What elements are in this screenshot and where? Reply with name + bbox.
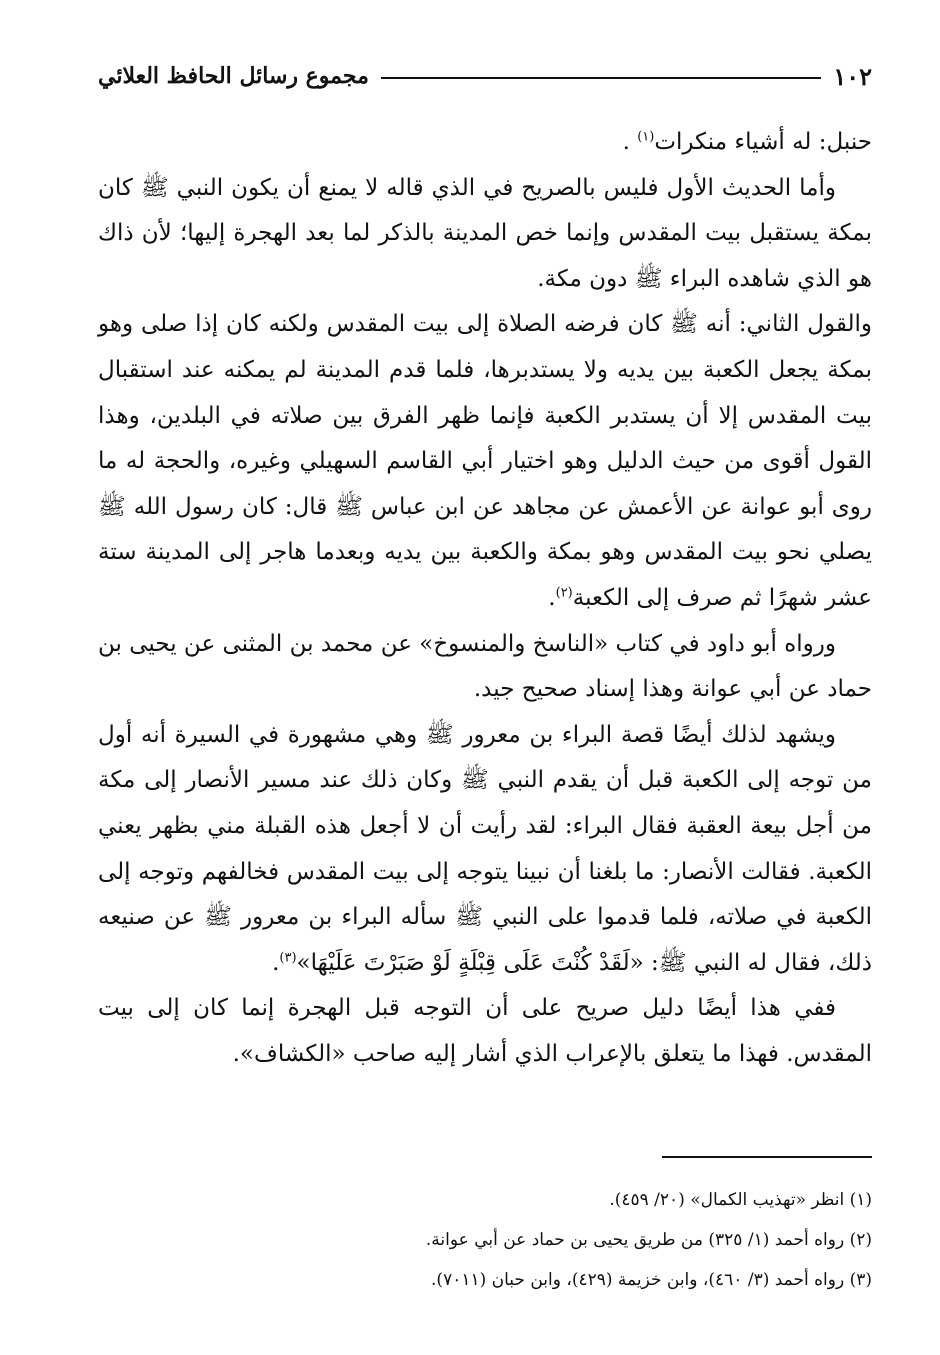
paragraph-2: وأما الحديث الأول فليس بالصريح في الذي قاله لا يمنع أن يكون النبي ﷺ كان بمكة يستقبل بيت المقدس وإنما خص المدينة بالذكر لما بعد الهجرة إليها؛ لأن ذاك هو الذي شاهده البراء ﷺ دون مكة. xyxy=(98,174,872,292)
footnote-2: (٢) رواه أحمد (١/ ٣٢٥) من طريق يحيى بن حماد عن أبي عوانة. xyxy=(425,1230,872,1250)
footnote-ref-1: (١) xyxy=(637,129,655,145)
paragraph-3: والقول الثاني: أنه ﷺ كان فرضه الصلاة إلى بيت المقدس ولكنه كان إذا صلى وهو بمكة يجعل الكعبة بين يديه ولا يستدبرها، فلما قدم المدينة لم يمكنه عند استقبال بيت المقدس إلا أن يستدبر الكعبة فإنما ظهر الفرق بين صلاته في البلدين، وهذا القول أقوى من حيث الدليل وهو اختيار أبي القاسم السهيلي وغيره، والحجة له ما روى أبو عوانة عن الأعمش عن مجاهد عن ابن عباس ﷺ قال: كان رسول الله ﷺ يصلي نحو بيت المقدس وهو بمكة والكعبة بين يديه وبعدما هاجر إلى المدينة ستة عشر شهرًا ثم صرف إلى الكعبة$^{(٢)}$. xyxy=(98,311,872,611)
header-rule xyxy=(381,77,821,79)
footnote-ref-2: (٢) xyxy=(555,585,573,601)
paragraph-4: ورواه أبو داود في كتاب «الناسخ والمنسوخ» عن محمد بن المثنى عن يحيى بن حماد عن أبي عوانة وهذا إسناد صحيح جيد. xyxy=(98,630,872,703)
paragraph-1: حنبل: له أشياء منكرات$^{(١)}$ . xyxy=(622,129,872,155)
footnote-3: (٣) رواه أحمد (٣/ ٤٦٠)، وابن خزيمة (٤٢٩)، وابن حبان (٧٠١١). xyxy=(431,1270,872,1290)
main-text xyxy=(98,120,872,1077)
footnotes xyxy=(98,1180,872,1300)
paragraph-6: ففي هذا أيضًا دليل صريح على أن التوجه قبل الهجرة إنما كان إلى بيت المقدس. فهذا ما يتعلق بالإعراب الذي أشار إليه صاحب «الكشاف». xyxy=(98,995,872,1067)
paragraph-5: ويشهد لذلك أيضًا قصة البراء بن معرور ﷺ وهي مشهورة في السيرة أنه أول من توجه إلى الكعبة قبل أن يقدم النبي ﷺ وكان ذلك عند مسير الأنصار إلى مكة من أجل بيعة العقبة فقال البراء: لقد رأيت أن لا أجعل هذه القبلة مني بظهر يعني الكعبة. فقالت الأنصار: ما بلغنا أن نبينا يتوجه إلى بيت المقدس فخالفهم وتوجه إلى الكعبة في صلاته، فلما قدموا على النبي ﷺ سأله البراء بن معرور ﷺ عن صنيعه ذلك، فقال له النبي ﷺ: «لَقَدْ كُنْتَ عَلَى قِبْلَةٍ لَوْ صَبَرْتَ عَلَيْهَا»$^{(٣)}$. xyxy=(98,721,872,976)
page-number: ١٠٢ xyxy=(833,61,872,91)
footnote-ref-3: (٣) xyxy=(279,950,297,966)
page-header xyxy=(98,58,872,94)
running-title: مجموع رسائل الحافظ العلائي xyxy=(98,63,369,89)
footnote-1: (١) انظر «تهذيب الكمال» (٢٠/ ٤٥٩). xyxy=(609,1190,872,1210)
footnote-separator xyxy=(662,1156,872,1158)
